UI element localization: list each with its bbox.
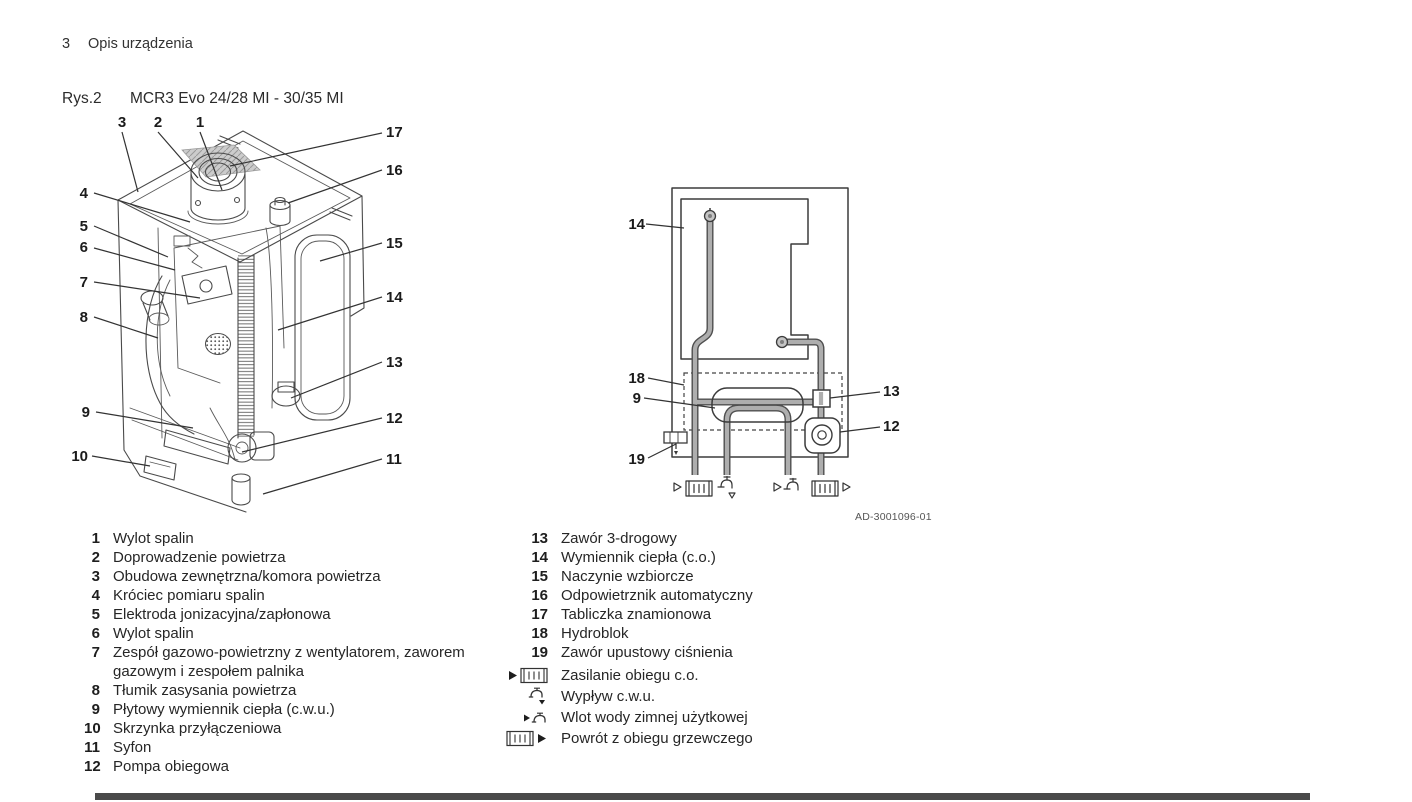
legend-label: Zespół gazowo-powietrzny z wentylatorem, zaworem gazowym i zespołem palnika (113, 644, 465, 680)
legend-num: 3 (91, 568, 100, 585)
legend-item (498, 529, 891, 548)
cold-water-inlet-icon (498, 710, 548, 726)
callout-12-schematic: 12 (883, 418, 900, 435)
legend-num: 2 (91, 549, 100, 566)
legend-num: 14 (531, 549, 548, 566)
dhw-outlet-icon (718, 477, 735, 499)
legend-num: 16 (531, 587, 548, 604)
pipes-outline (695, 220, 821, 475)
section-number: 3 (62, 36, 71, 52)
schematic-three-way-valve (813, 390, 830, 407)
legend-label: Wylot spalin (113, 625, 194, 642)
heat-exchanger-fins (238, 255, 254, 438)
legend-item (84, 681, 465, 700)
legend-symbol-item (498, 707, 891, 728)
legend-num: 1 (91, 530, 100, 547)
plate-heat-exchanger (164, 430, 230, 464)
legend-right-column (498, 529, 891, 749)
callout-3: 3 (117, 114, 127, 131)
siphon (232, 474, 250, 505)
connection-box (144, 456, 176, 480)
boiler-cutaway-diagram (70, 108, 440, 523)
callout-19-schematic: 19 (628, 451, 645, 468)
callout-12: 12 (386, 410, 403, 427)
callout-13-schematic: 13 (883, 383, 900, 400)
legend-item (84, 643, 465, 681)
legend-symbol-item (498, 728, 891, 749)
legend-item (84, 548, 465, 567)
legend-label: Odpowietrznik automatyczny (561, 587, 753, 604)
figure-title: MCR3 Evo 24/28 MI - 30/35 MI (130, 90, 344, 107)
legend-num: 5 (91, 606, 100, 623)
callout-11: 11 (386, 451, 402, 468)
legend-num: 19 (531, 644, 548, 661)
legend-item (84, 605, 465, 624)
legend-item (498, 624, 891, 643)
legend-num: 11 (84, 739, 100, 756)
schematic-pump (805, 418, 840, 453)
hydraulic-schematic-diagram (600, 180, 920, 525)
legend-symbol-item (498, 665, 891, 686)
callout-2: 2 (153, 114, 163, 131)
callout-10: 10 (71, 448, 88, 465)
legend-label: Hydroblok (561, 625, 629, 642)
schematic-relief-valve (664, 432, 687, 455)
heating-supply-icon (674, 481, 712, 496)
callout-16: 16 (386, 162, 403, 179)
legend-item (84, 757, 465, 776)
pipes-core (695, 220, 821, 475)
legend-left-column (84, 529, 465, 776)
schematic-leaders (644, 224, 880, 458)
drawing-reference: AD-3001096-01 (855, 511, 932, 523)
dhw-outlet-icon (498, 687, 548, 707)
callout-17: 17 (386, 124, 403, 141)
legend-item (84, 529, 465, 548)
callout-8: 8 (79, 309, 88, 326)
legend-label: Zawór 3-drogowy (561, 530, 677, 547)
legend-num: 10 (84, 720, 101, 737)
legend-label: Doprowadzenie powietrza (113, 549, 286, 566)
burner-sight (206, 334, 231, 355)
legend-num: 18 (531, 625, 548, 642)
legend-item (498, 548, 891, 567)
legend-label: Zasilanie obiegu c.o. (561, 667, 699, 684)
legend-item (498, 567, 891, 586)
callout-4: 4 (79, 185, 88, 202)
figure-caption (62, 90, 344, 108)
legend-item (84, 586, 465, 605)
flow-symbols (674, 477, 850, 499)
legend-label: Wlot wody zimnej użytkowej (561, 709, 748, 726)
legend-label: Tabliczka znamionowa (561, 606, 712, 623)
legend-num: 12 (84, 758, 101, 775)
legend-label: Syfon (113, 739, 152, 756)
legend-label: Powrót z obiegu grzewczego (561, 730, 753, 747)
legend-label: Wylot spalin (113, 530, 194, 547)
air-vent (270, 198, 290, 226)
callout-14-schematic: 14 (628, 216, 645, 233)
callout-9: 9 (81, 404, 90, 421)
legend-item (84, 567, 465, 586)
page-header (62, 36, 193, 52)
legend-num: 17 (531, 606, 548, 623)
legend-label: Elektroda jonizacyjna/zapłonowa (113, 606, 331, 623)
leader-lines (92, 132, 382, 494)
page-bottom-edge (95, 793, 1310, 800)
legend-label: Zawór upustowy ciśnienia (561, 644, 733, 661)
pipe-connectors (705, 208, 788, 348)
legend-item (84, 719, 465, 738)
legend-item (84, 700, 465, 719)
legend-item (498, 605, 891, 624)
heating-return-icon (812, 481, 850, 496)
heating-return-icon (498, 730, 548, 747)
section-title: Opis urządzenia (88, 36, 193, 52)
legend-label: Obudowa zewnętrzna/komora powietrza (113, 568, 381, 585)
intake-silencer (141, 276, 194, 434)
legend-label: Wymiennik ciepła (c.o.) (561, 549, 716, 566)
figure-label: Rys.2 (62, 90, 102, 107)
callout-18-schematic: 18 (628, 370, 645, 387)
callout-7: 7 (79, 274, 88, 291)
legend-label: Tłumik zasysania powietrza (113, 682, 297, 699)
legend-num: 7 (91, 644, 100, 661)
callout-15: 15 (386, 235, 403, 252)
legend-symbol-item (498, 686, 891, 707)
legend-label: Skrzynka przyłączeniowa (113, 720, 282, 737)
legend-label: Wypływ c.w.u. (561, 688, 656, 705)
cold-water-inlet-icon (774, 479, 798, 492)
legend-num: 4 (91, 587, 100, 604)
legend-num: 6 (91, 625, 100, 642)
expansion-vessel (295, 235, 350, 420)
legend-label: Naczynie wzbiorcze (561, 568, 694, 585)
callout-13: 13 (386, 354, 403, 371)
legend-label: Króciec pomiaru spalin (113, 587, 265, 604)
legend-label: Pompa obiegowa (113, 758, 229, 775)
callout-9-schematic: 9 (632, 390, 641, 407)
gas-air-unit (182, 266, 232, 304)
legend-item (84, 738, 465, 757)
legend-item (84, 624, 465, 643)
callout-5: 5 (79, 218, 88, 235)
legend-num: 8 (91, 682, 100, 699)
heating-supply-icon (498, 667, 548, 684)
callout-14: 14 (386, 289, 403, 306)
legend-num: 13 (531, 530, 548, 547)
legend-item (498, 586, 891, 605)
legend-label: Płytowy wymiennik ciepła (c.w.u.) (113, 701, 335, 718)
legend-num: 9 (91, 701, 100, 718)
legend-num: 15 (531, 568, 548, 585)
callout-1: 1 (195, 114, 205, 131)
callout-6: 6 (79, 239, 88, 256)
legend-item (498, 643, 891, 662)
schematic-heat-exchanger (681, 199, 808, 359)
